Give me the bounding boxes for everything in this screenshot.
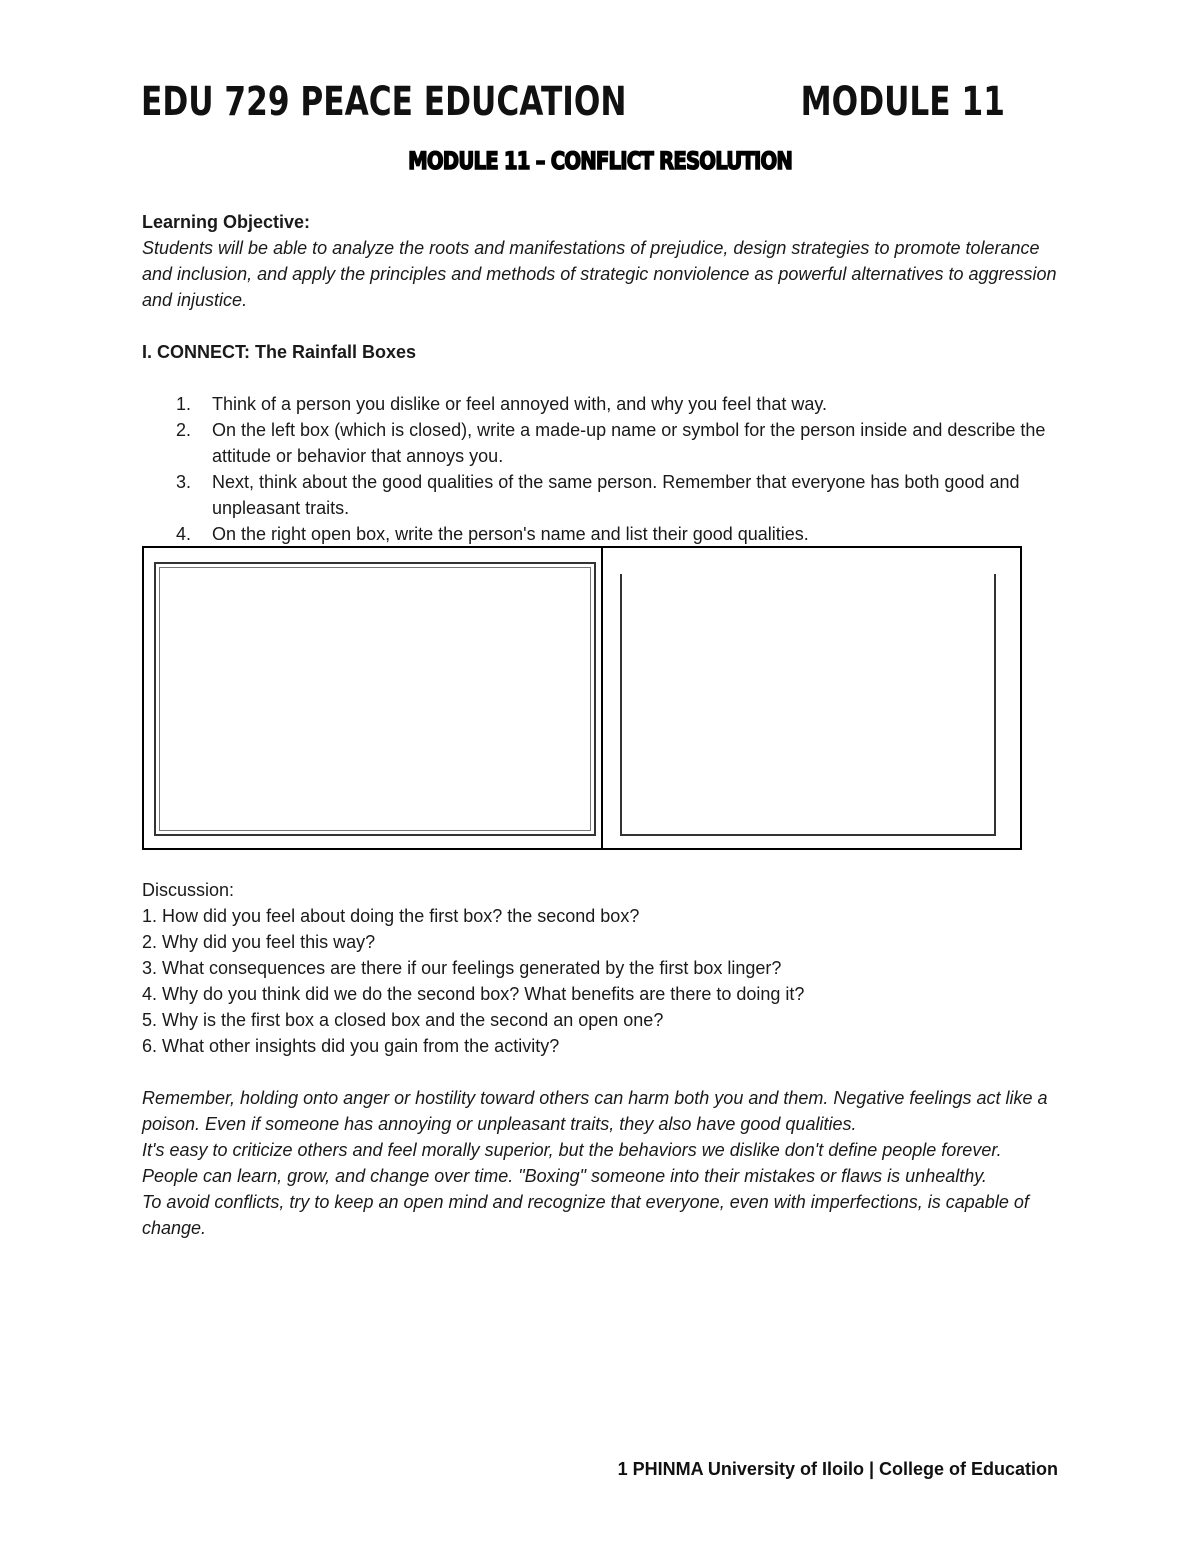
course-title: EDU 729 PEACE EDUCATION — [141, 79, 627, 125]
step-number: 4. — [176, 524, 192, 544]
step-text: Think of a person you dislike or feel annoyed with, and why you feel that way. — [212, 394, 828, 414]
module-heading — [0, 146, 1200, 176]
list-item — [142, 417, 1062, 469]
step-number: 3. — [176, 472, 192, 492]
module-label: MODULE 11 — [800, 79, 1005, 125]
discussion-question: 1. How did you feel about doing the first box? the second box? — [142, 906, 640, 926]
step-text: Next, think about the good qualities of the same person. Remember that everyone has both good and unpleasant traits. — [212, 472, 1020, 518]
connect-heading: I. CONNECT: The Rainfall Boxes — [142, 342, 417, 362]
remember-paragraph: To avoid conflicts, try to keep an open mind and recognize that everyone, even with imperfections, is capable of change. — [142, 1192, 1029, 1238]
learning-objective-text: Students will be able to analyze the roots and manifestations of prejudice, design strategies to promote tolerance and inclusion, and apply the principles and methods of strategic nonviolence as powerful alternatives to aggression and injustice. — [142, 238, 1057, 310]
module-heading-text: MODULE 11 – CONFLICT RESOLUTION — [408, 147, 792, 175]
list-item — [142, 521, 1062, 547]
step-number: 1. — [176, 394, 192, 414]
list-item — [142, 391, 1062, 417]
discussion-section — [142, 877, 1062, 1241]
page-footer: 1 PHINMA University of Iloilo | College of Education — [617, 1459, 1058, 1479]
discussion-question: 2. Why did you feel this way? — [142, 932, 376, 952]
learning-objective-label: Learning Objective: — [142, 212, 311, 232]
step-text: On the right open box, write the person's name and list their good qualities. — [212, 524, 809, 544]
remember-note — [142, 1085, 1062, 1241]
discussion-question: 6. What other insights did you gain from the activity? — [142, 1036, 560, 1056]
box-divider — [601, 548, 603, 848]
connect-steps-list — [142, 391, 1062, 547]
closed-box[interactable] — [154, 562, 596, 836]
remember-paragraph: Remember, holding onto anger or hostility toward others can harm both you and them. Negative feelings act like a poison. Even if someone has annoying or unpleasant traits, they also have good qualities. — [142, 1088, 1048, 1134]
open-box[interactable] — [620, 574, 996, 836]
discussion-question: 5. Why is the first box a closed box and the second an open one? — [142, 1010, 664, 1030]
main-content — [142, 209, 1062, 547]
step-text: On the left box (which is closed), write a made-up name or symbol for the person inside and describe the attitude or behavior that annoys you. — [212, 420, 1046, 466]
step-number: 2. — [176, 420, 192, 440]
rainfall-boxes-table — [142, 546, 1022, 850]
discussion-question: 4. Why do you think did we do the second box? What benefits are there to doing it? — [142, 984, 805, 1004]
discussion-label: Discussion: — [142, 880, 235, 900]
list-item — [142, 469, 1062, 521]
discussion-question: 3. What consequences are there if our feelings generated by the first box linger? — [142, 958, 782, 978]
remember-paragraph: It's easy to criticize others and feel morally superior, but the behaviors we dislike don't define people forever. People can learn, grow, and change over time. "Boxing" someone into their mistakes or flaws is unhealthy. — [142, 1140, 1002, 1186]
